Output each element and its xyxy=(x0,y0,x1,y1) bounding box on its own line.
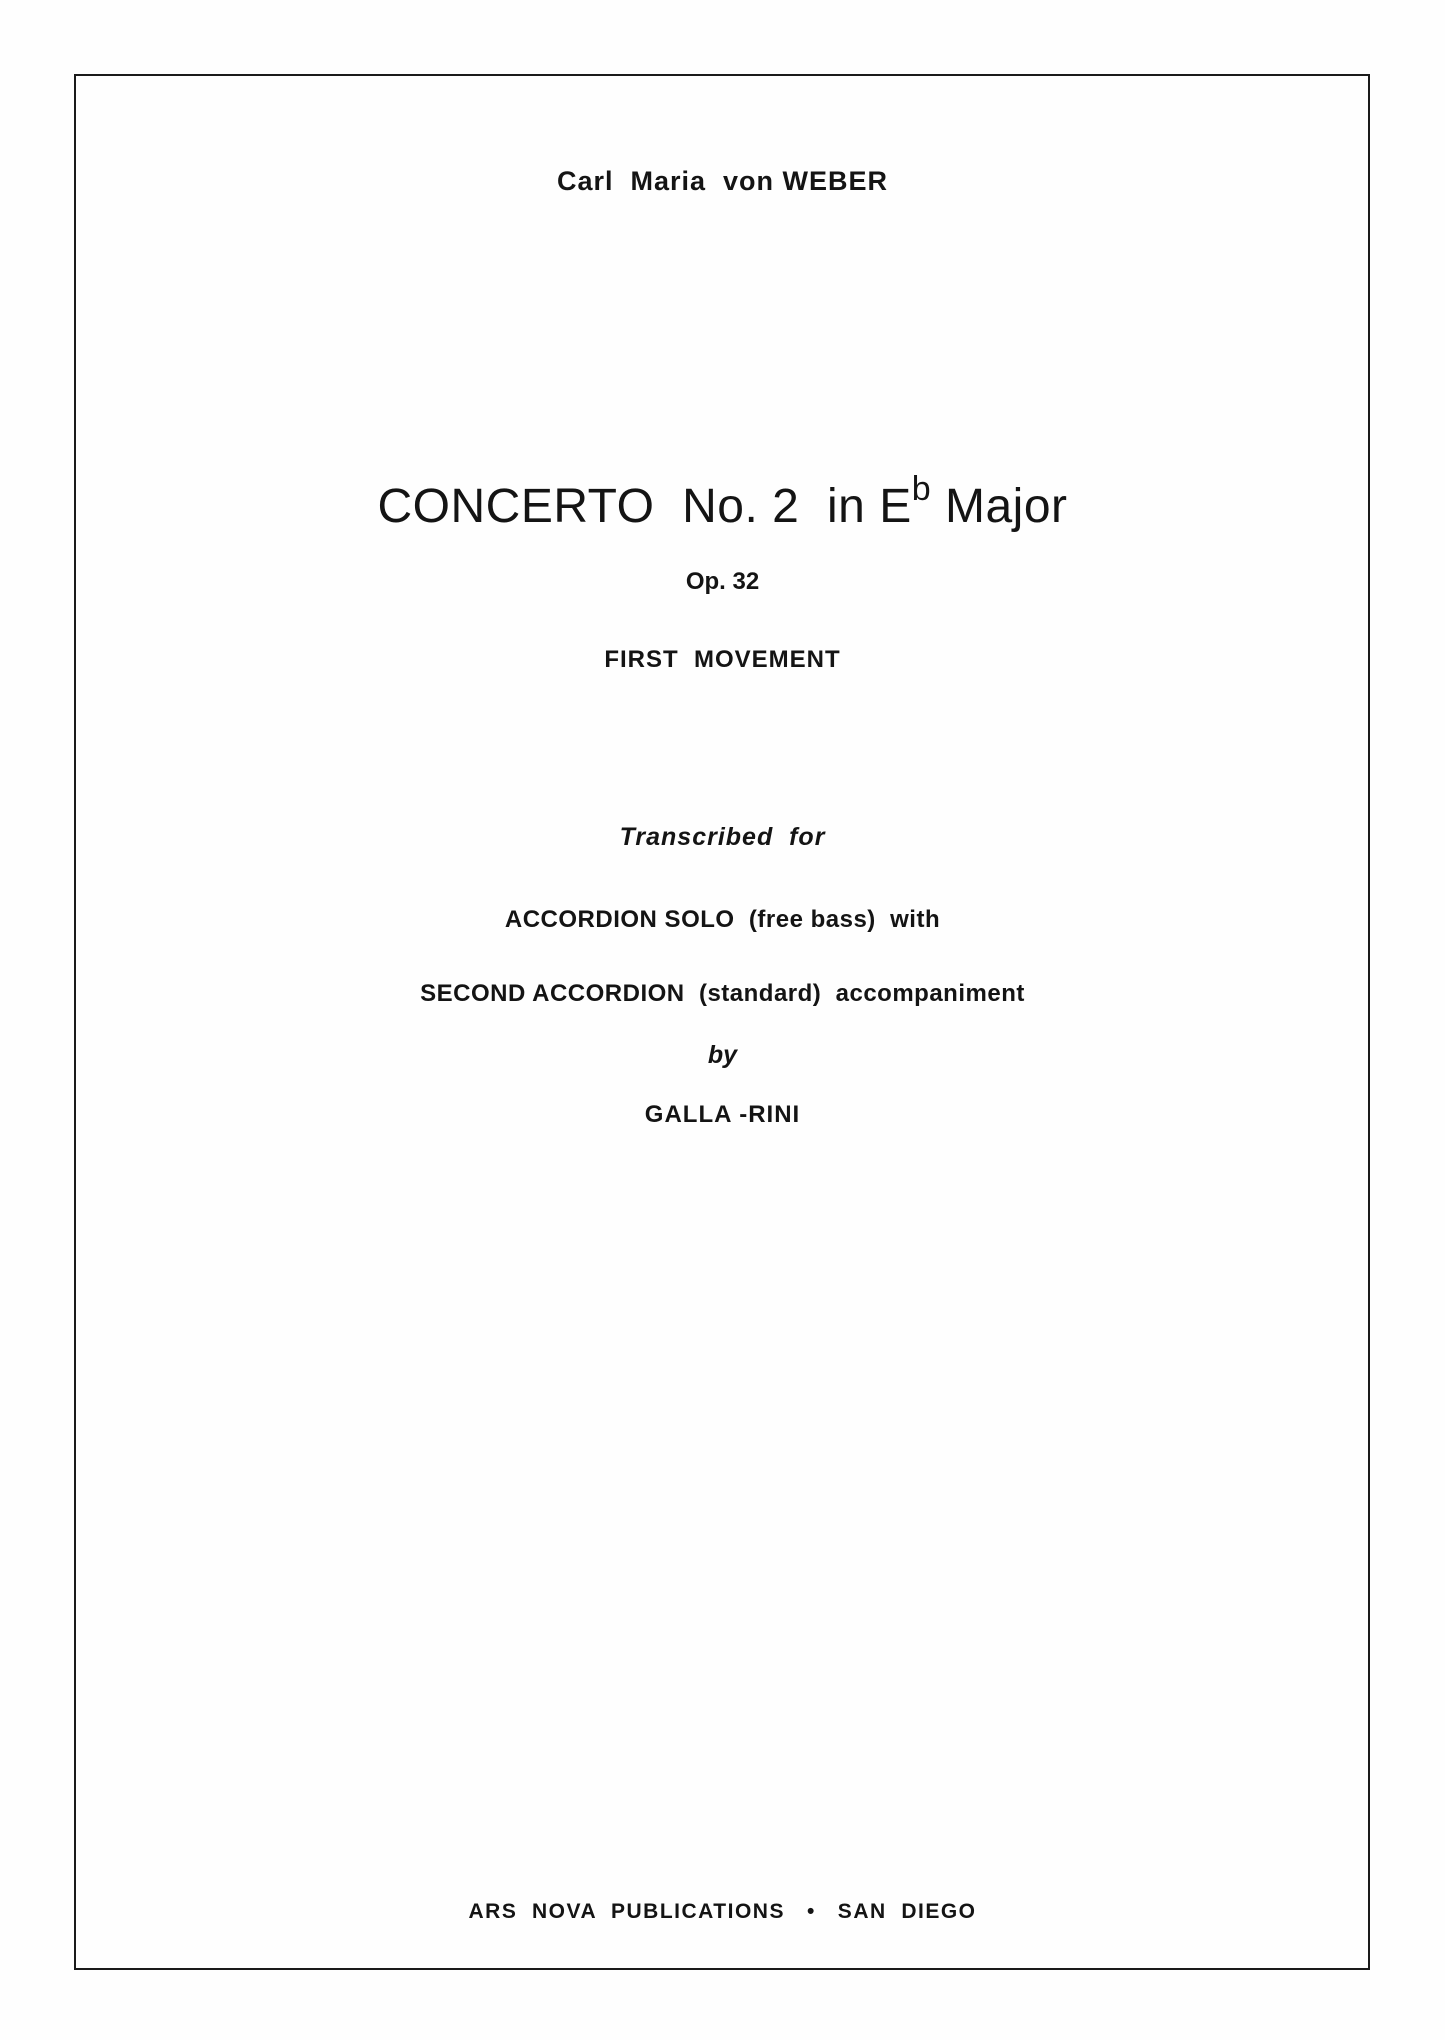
flat-superscript: b xyxy=(911,470,932,508)
instrument-second: SECOND ACCORDION (standard) accompaniment xyxy=(420,980,1025,1007)
publisher: ARS NOVA PUBLICATIONS • SAN DIEGO xyxy=(468,1900,977,1923)
title-suffix: Major xyxy=(931,480,1068,533)
transcribed-for: Transcribed for xyxy=(619,823,826,851)
page-border xyxy=(74,74,1370,1970)
title-main: CONCERTO No. 2 in E xyxy=(377,480,912,533)
composer-name: Carl Maria von WEBER xyxy=(556,166,889,196)
opus-number: Op. 32 xyxy=(685,568,760,595)
work-title xyxy=(0,470,1445,534)
movement: FIRST MOVEMENT xyxy=(604,646,841,673)
by-label: by xyxy=(707,1041,738,1069)
instrument-solo: ACCORDION SOLO (free bass) with xyxy=(504,906,941,933)
arranger-name: GALLA -RINI xyxy=(644,1101,801,1128)
